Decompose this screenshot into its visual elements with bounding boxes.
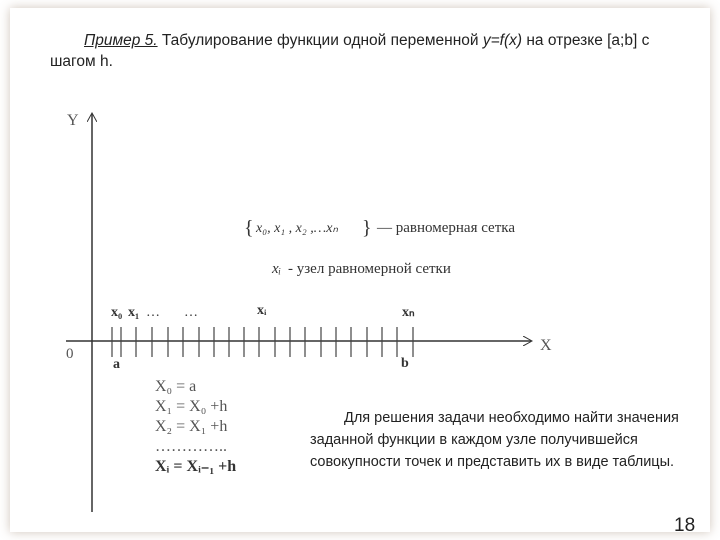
formula-line: X₀ = a [155, 378, 197, 395]
label-b: b [401, 356, 409, 371]
label-xn: xₙ [402, 305, 415, 320]
label-xi: xᵢ [257, 303, 267, 318]
label-a: a [113, 357, 120, 372]
x-axis-label: X [540, 337, 552, 354]
set-content: x₀, x₁ , x₂ ,…xₙ [256, 221, 338, 236]
page-number: 18 [674, 515, 696, 536]
formula-line: X₁ = X₀ +h [155, 398, 228, 415]
formula-line: ………….. [155, 438, 227, 455]
y-axis-label: Y [67, 112, 79, 129]
label-x1: x₁ [128, 305, 140, 320]
origin-label: 0 [66, 346, 74, 362]
formula-list [155, 377, 236, 477]
set-open-brace: { [244, 217, 254, 239]
grid-ticks [112, 327, 413, 357]
formula-line: X₂ = X₁ +h [155, 418, 228, 435]
formula-line: Xᵢ = Xᵢ₋₁ +h [155, 458, 237, 475]
title-text-a: Табулирование функции одной переменной [157, 32, 483, 49]
explanation-paragraph: Для решения задачи необходимо найти значения заданной функции в каждом узле получившейся совокупности точек и представить их в виде таблицы. [310, 410, 679, 470]
title-text-b: на отрезке [a;b] с шагом h. [50, 32, 650, 70]
node-symbol: xᵢ [272, 261, 282, 277]
example-label: Пример 5. [84, 32, 158, 49]
set-close-brace: } [362, 217, 372, 239]
title-function: y=f(x) [482, 32, 523, 49]
node-description: - узел равномерной сетки [288, 261, 451, 277]
label-dots-2: … [184, 305, 198, 320]
label-x0: x₀ [111, 305, 123, 320]
set-description: — равномерная сетка [377, 220, 515, 236]
label-dots-1: … [146, 305, 160, 320]
